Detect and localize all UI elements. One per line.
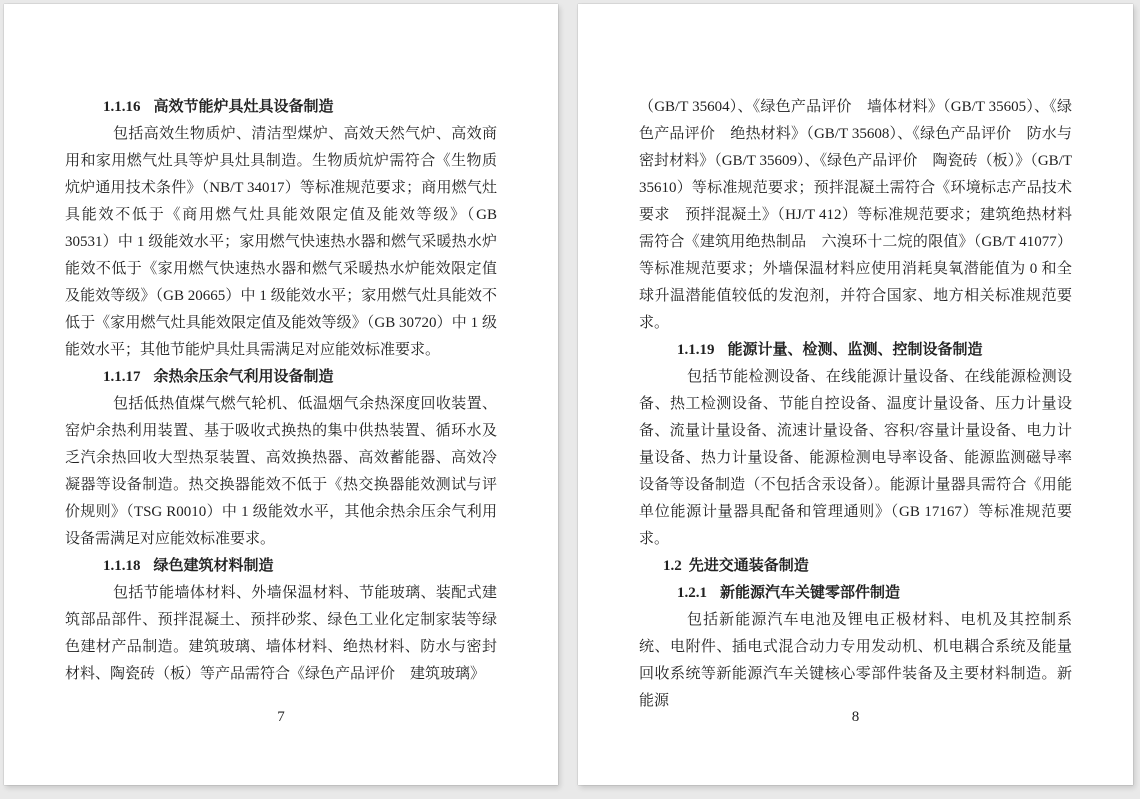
section-heading xyxy=(65,94,497,121)
section-number: 1.1.19 xyxy=(677,342,715,358)
section-number: 1.1.18 xyxy=(103,558,141,574)
section-title: 绿色建筑材料制造 xyxy=(153,558,274,574)
paragraph: 包括新能源汽车电池及锂电正极材料、电机及其控制系统、电附件、插电式混合动力专用发动机、机电耦合系统及能量回收系统等新能源汽车关键核心零部件装备及主要材料制造。新能源 xyxy=(639,612,1072,709)
page-number-left: 7 xyxy=(277,709,285,725)
paragraph: 包括低热值煤气燃气轮机、低温烟气余热深度回收装置、窑炉余热利用装置、基于吸收式换热的集中供热装置、循环水及乏汽余热回收大型热泵装置、高效换热器、高效蓄能器、高效冷凝器等设备制造。热交换器能效不低于《热交换器能效测试与评价规则》（TSG R0010）中 1 级能效水平，其他余热余压余气利用设备需满足对应能效标准要求。 xyxy=(65,396,497,547)
section-number: 1.1.16 xyxy=(103,99,141,115)
section-title: 新能源汽车关键零部件制造 xyxy=(720,585,901,601)
paragraph: 包括节能墙体材料、外墙保温材料、节能玻璃、装配式建筑部品部件、预拌混凝土、预拌砂浆、绿色工业化定制家装等绿色建材产品制造。建筑玻璃、墙体材料、绝热材料、防水与密封材料、陶瓷砖（板）等产品需符合《绿色产品评价 建筑玻璃》 xyxy=(65,585,497,682)
section-number: 1.2 xyxy=(663,558,682,574)
section-title: 余热余压余气利用设备制造 xyxy=(153,369,334,385)
section-heading xyxy=(639,580,1072,607)
section-heading xyxy=(65,364,497,391)
section-title: 高效节能炉具灶具设备制造 xyxy=(153,99,334,115)
section-title: 能源计量、检测、监测、控制设备制造 xyxy=(727,342,983,358)
paragraph: 包括高效生物质炉、清洁型煤炉、高效天然气炉、高效商用和家用燃气灶具等炉具灶具制造。生物质炕炉需符合《生物质炕炉通用技术条件》（NB/T 34017）等标准规范要求；商用燃气灶具能效不低于《商用燃气灶具能效限定值及能效等级》（GB 30531）中 1 级能效水平；家用燃气快速热水器和燃气采暖热水炉能效不低于《家用燃气快速热水器和燃气采暖热水炉能效限定值及能效等级》（GB 20665）中 1 级能效水平；家用燃气灶具能效不低于《家用燃气灶具能效限定值及能效等级》（GB 30720）中 1 级能效水平；其他节能炉具灶具需满足对应能效标准要求。 xyxy=(65,126,497,358)
section-heading xyxy=(639,553,1072,580)
page-number-right: 8 xyxy=(851,709,860,725)
section-title: 先进交通装备制造 xyxy=(688,558,809,574)
document-page-left xyxy=(4,4,558,785)
page-left-content xyxy=(4,4,558,688)
document-page-right xyxy=(578,4,1133,785)
page-right-content xyxy=(578,4,1133,715)
section-number: 1.2.1 xyxy=(677,585,707,601)
paragraph: （GB/T 35604）、《绿色产品评价 墙体材料》（GB/T 35605）、《绿色产品评价 绝热材料》（GB/T 35608）、《绿色产品评价 防水与密封材料》（GB/T 35609）、《绿色产品评价 陶瓷砖（板）》（GB/T 35610）等标准规范要求；预拌混凝土需符合《环境标志产品技术要求 预拌混凝土》（HJ/T 412）等标准规范要求；建筑绝热材料需符合《建筑用绝热制品 六溴环十二烷的限值》（GB/T 41077）等标准规范要求；外墙保温材料应使用消耗臭氧潜能值为 0 和全球升温潜能值较低的发泡剂，并符合国家、地方相关标准规范要求。 xyxy=(639,99,1072,331)
section-heading xyxy=(65,553,497,580)
paragraph: 包括节能检测设备、在线能源计量设备、在线能源检测设备、热工检测设备、节能自控设备、温度计量设备、压力计量设备、流量计量设备、流速计量设备、容积/容量计量设备、电力计量设备、热力计量设备、能源检测电导率设备、能源监测磁导率设备等设备制造（不包括含汞设备）。能源计量器具需符合《用能单位能源计量器具配备和管理通则》（GB 17167）等标准规范要求。 xyxy=(639,369,1072,547)
section-number: 1.1.17 xyxy=(103,369,141,385)
section-heading xyxy=(639,337,1072,364)
